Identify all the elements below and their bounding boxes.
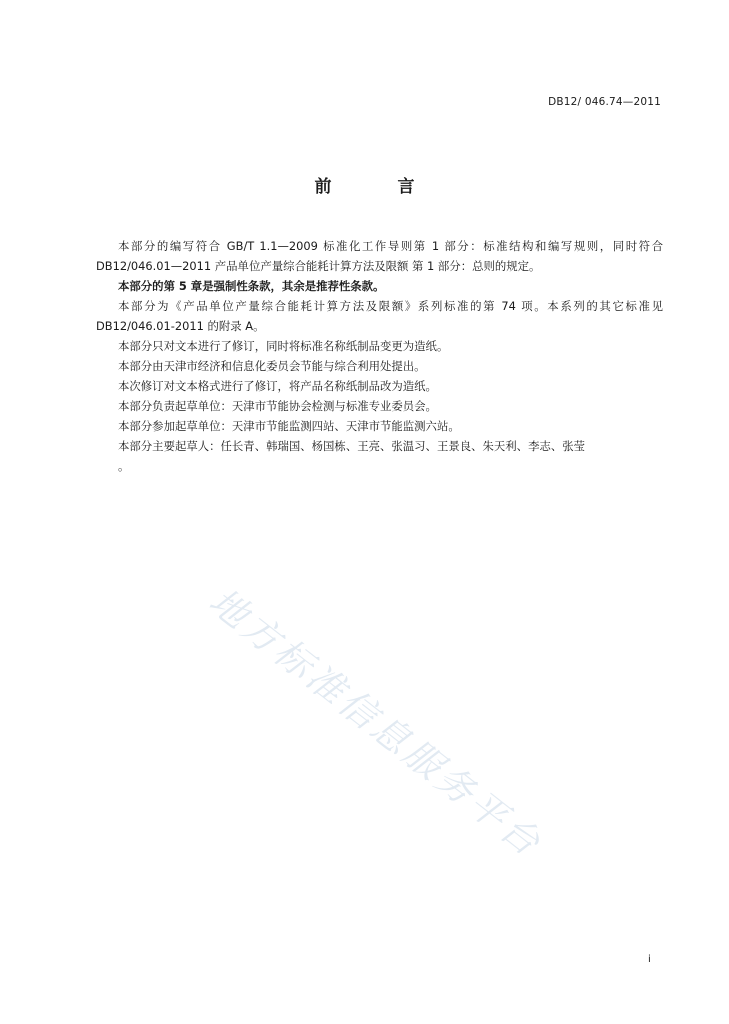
- trailing-period: 。: [118, 459, 130, 473]
- paragraph-series: 本部分为《产品单位产量综合能耗计算方法及限额》系列标准的第 74 项。本系列的其它标准见 DB12/046.01-2011 的附录 A。: [96, 299, 663, 333]
- page-title: 前 言: [314, 177, 445, 197]
- watermark: 地方标准信息服务平台: [201, 579, 551, 866]
- paragraph-revision: 本部分只对文本进行了修订，同时将标准名称纸制品变更为造纸。: [118, 339, 449, 353]
- paragraph-participating-units: 本部分参加起草单位：天津市节能监测四站、天津市节能监测六站。: [118, 419, 460, 433]
- paragraph-proposer: 本部分由天津市经济和信息化委员会节能与综合利用处提出。: [118, 359, 426, 373]
- paragraph-drafting-unit: 本部分负责起草单位：天津市节能协会检测与标准专业委员会。: [118, 399, 437, 413]
- foreword-body: [96, 236, 663, 476]
- paragraph-drafters: 本部分主要起草人：任长青、韩瑞国、杨国栋、王亮、张温习、王景良、朱天利、李志、张莹: [118, 439, 586, 453]
- paragraph-compliance: 本部分的编写符合 GB/T 1.1—2009 标准化工作导则第 1 部分：标准结构和编写规则，同时符合 DB12/046.01—2011 产品单位产量综合能耗计算方法及限额 第 1 部分：总则的规定。: [96, 239, 663, 273]
- paragraph-mandatory-clause: 本部分的第 5 章是强制性条款，其余是推荐性条款。: [118, 279, 385, 293]
- paragraph-format-revision: 本次修订对文本格式进行了修订，将产品名称纸制品改为造纸。: [118, 379, 437, 393]
- page-number: i: [648, 954, 651, 965]
- document-code: DB12/ 046.74—2011: [548, 96, 661, 108]
